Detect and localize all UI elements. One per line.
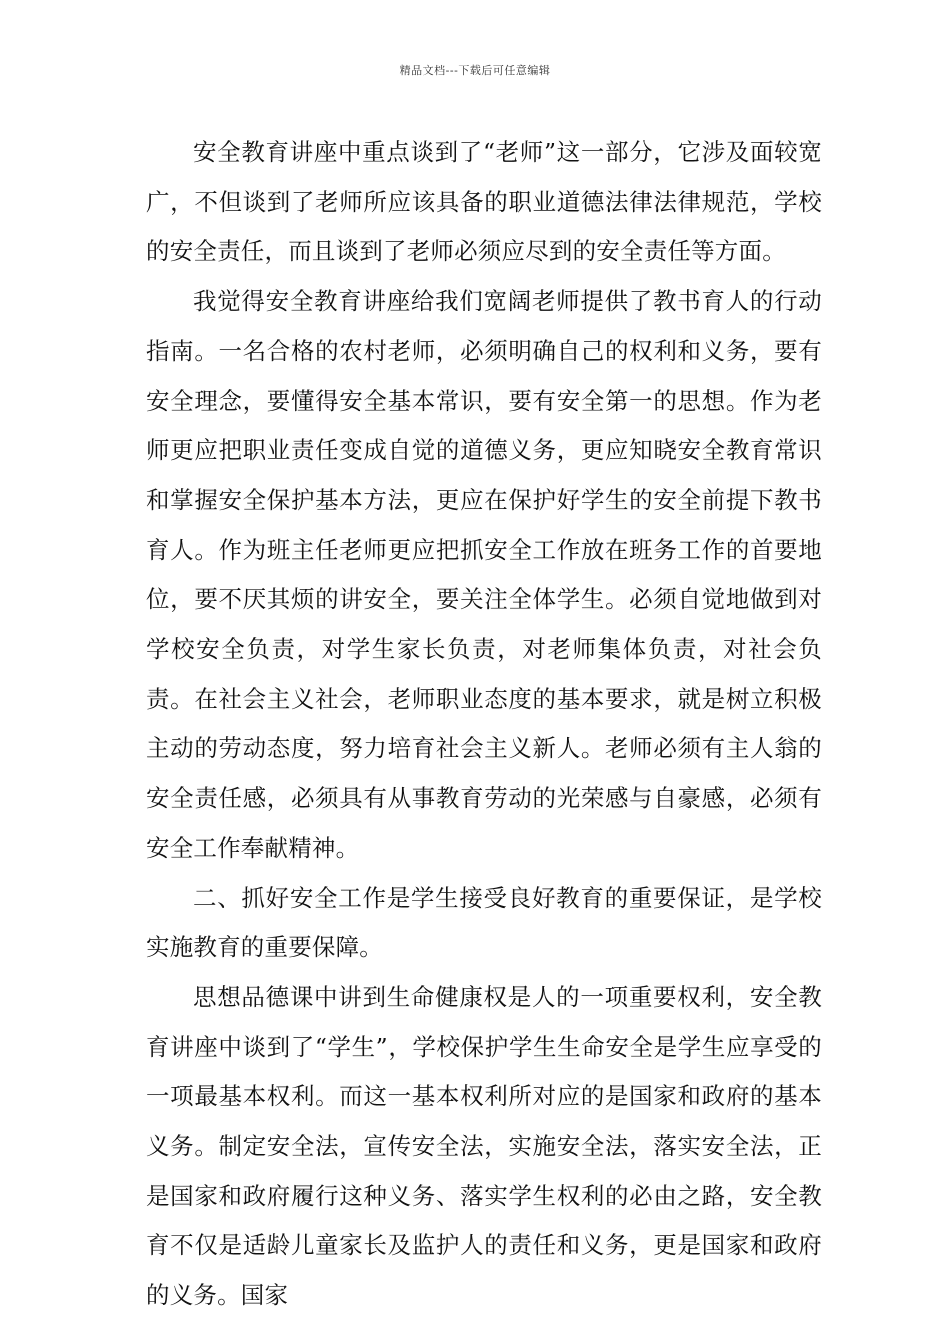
paragraph-teacher-topic: 安全教育讲座中重点谈到了“老师”这一部分，它涉及面较宽广，不但谈到了老师所应该具备的职业道德法律法律规范，学校的安全责任，而且谈到了老师必须应尽到的安全责任等方面。 xyxy=(146,138,822,266)
paragraph-teacher-guide: 我觉得安全教育讲座给我们宽阔老师提供了教书育人的行动指南。一名合格的农村老师，必须明确自己的权利和义务，要有安全理念，要懂得安全基本常识，要有安全第一的思想。作为老师更应把职业责任变成自觉的道德义务，更应知晓安全教育常识和掌握安全保护基本方法，更应在保护好学生的安全前提下教书育人。作为班主任老师更应把抓安全工作放在班务工作的首要地位，要不厌其烦的讲安全，要关注全体学生。必须自觉地做到对学校安全负责，对学生家长负责，对老师集体负责，对社会负责。在社会主义社会，老师职业态度的基本要求，就是树立积极主动的劳动态度，努力培育社会主义新人。老师必须有主人翁的安全责任感，必须具有从事教育劳动的光荣感与自豪感，必须有安全工作奉献精神。 xyxy=(146,287,822,862)
page-header: 精品文档---下载后可任意编辑 xyxy=(399,64,551,77)
document-body xyxy=(146,128,822,1321)
paragraph-student-rights: 思想品德课中讲到生命健康权是人的一项重要权利，安全教育讲座中谈到了“学生”，学校保护学生生命安全是学生应享受的一项最基本权利。而这一基本权利所对应的是国家和政府的基本义务。制定安全法，宣传安全法，实施安全法，落实安全法，正是国家和政府履行这种义务、落实学生权利的必由之路，安全教育不仅是适龄儿童家长及监护人的责任和义务，更是国家和政府的义务。国家 xyxy=(146,982,822,1310)
paragraph-section-two: 二、抓好安全工作是学生接受良好教育的重要保证，是学校实施教育的重要保障。 xyxy=(146,883,822,962)
